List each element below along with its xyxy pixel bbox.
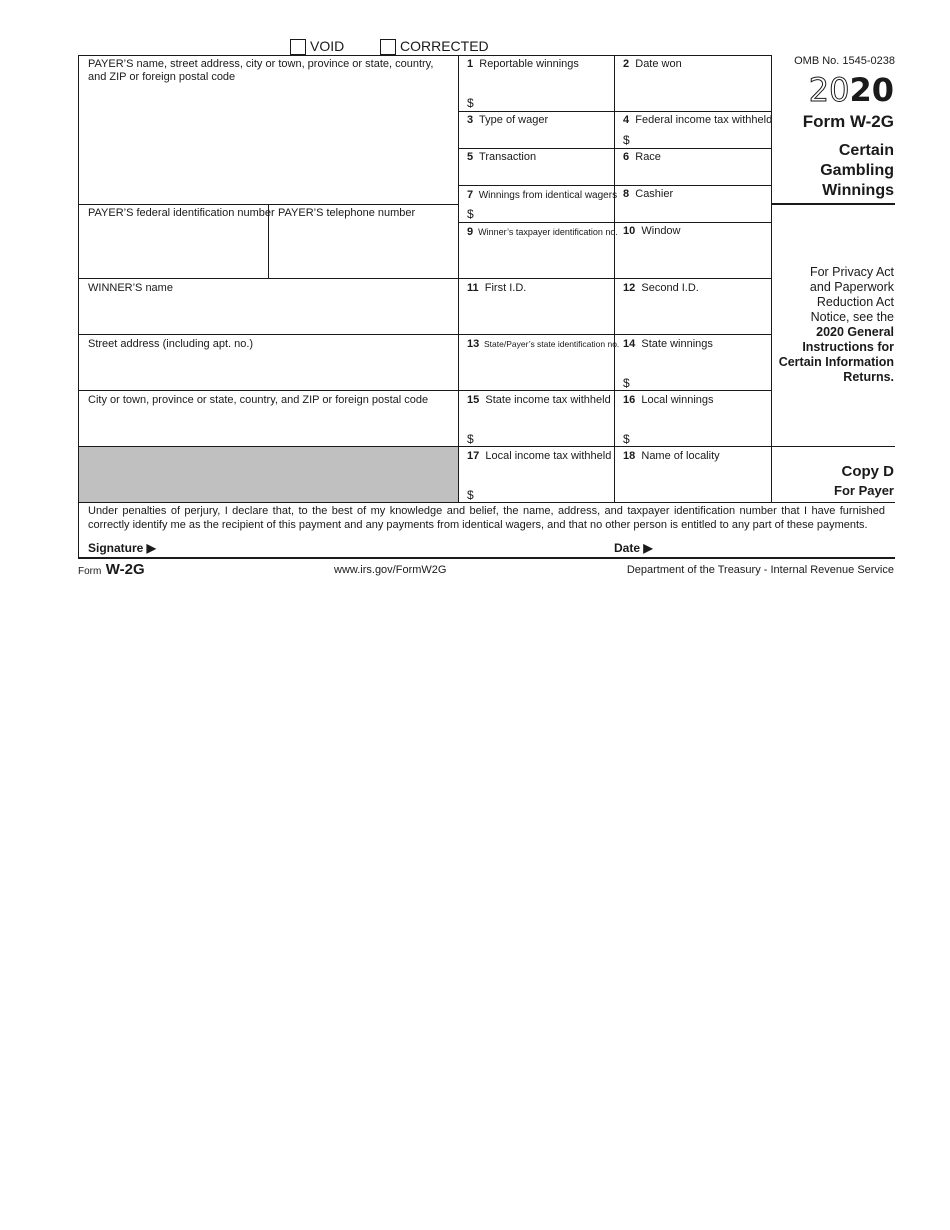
box-4-label: 4 Federal income tax withheld [623, 114, 773, 126]
copy-title: Copy D [841, 463, 894, 480]
rule-502 [78, 502, 895, 503]
box-1-dollar: $ [467, 96, 474, 110]
box-8-field[interactable] [616, 202, 768, 220]
box-6-label: 6 Race [623, 151, 661, 163]
winner-city-label: City or town, province or state, country, and ZIP or foreign postal code [88, 394, 429, 406]
form-title-3: Winnings [822, 182, 894, 199]
payer-name-label: PAYER’S name, street address, city or town, province or state, country, and ZIP or foreign postal code [88, 58, 434, 83]
box-12-label: 12 Second I.D. [623, 282, 699, 294]
date-field[interactable] [660, 538, 890, 556]
box-17-dollar: $ [467, 488, 474, 502]
payer-fed-id-label: PAYER’S federal identification number [88, 207, 275, 219]
void-checkbox[interactable] [290, 39, 306, 55]
box-5-field[interactable] [460, 165, 612, 183]
winner-name-field[interactable] [80, 297, 456, 332]
form-title-1: Certain [838, 142, 894, 159]
footer-form-prefix: Form [78, 566, 102, 577]
box-6-field[interactable] [616, 165, 768, 183]
box-1-field[interactable] [480, 80, 610, 109]
footer-dept: Department of the Treasury - Internal Revenue Service [626, 564, 894, 576]
rule-111 [458, 111, 771, 112]
rule-334 [78, 334, 771, 335]
winner-name-label: WINNER’S name [88, 282, 173, 294]
winner-street-field[interactable] [80, 353, 456, 388]
form-name: Form W-2G [802, 112, 894, 131]
box-4-field[interactable] [636, 129, 768, 146]
date-label: Date ▶ [614, 541, 653, 555]
box-16-label: 16 Local winnings [623, 394, 714, 406]
box-14-label: 14 State winnings [623, 338, 713, 350]
tax-year-prefix: 20 [808, 71, 850, 109]
box-16-dollar: $ [623, 432, 630, 446]
privacy-line-1: For Privacy Act [809, 265, 894, 279]
rule-148 [458, 148, 771, 149]
form-title-2: Gambling [820, 162, 894, 179]
box-2-label: 2 Date won [623, 58, 682, 70]
privacy-line-6: Instructions for [802, 340, 894, 354]
box-3-label: 3 Type of wager [467, 114, 549, 126]
box-18-field[interactable] [616, 465, 768, 500]
box-11-field[interactable] [460, 297, 612, 332]
box-14-field[interactable] [636, 356, 768, 388]
box-3-field[interactable] [460, 128, 612, 146]
perjury-statement: Under penalties of perjury, I declare that, to the best of my knowledge and belief, the name, address, and taxpayer identification number that I have furnished correctly identify me as the recipient of this payment and any payments from identical wagers, and that no other person is entitled to any part of these payments. [88, 505, 885, 531]
payer-phone-field[interactable] [270, 222, 456, 276]
shaded-area [79, 447, 458, 502]
privacy-line-3: Reduction Act [816, 295, 894, 309]
box-10-field[interactable] [616, 240, 768, 276]
footer-form-name: W-2G [105, 561, 145, 578]
box-15-label: 15 State income tax withheld [467, 394, 611, 406]
signature-field[interactable] [165, 538, 605, 556]
rule-185 [458, 185, 771, 186]
privacy-line-2: and Paperwork [809, 280, 894, 294]
privacy-line-4: Notice, see the [810, 310, 894, 324]
box-9-label: 9 Winner’s taxpayer identification no. [467, 226, 618, 238]
box-18-label: 18 Name of locality [623, 450, 720, 462]
form-top-rule [78, 55, 771, 56]
rule-204-right [771, 203, 895, 205]
tax-year-suffix: 20 [849, 71, 894, 109]
payer-phone-label: PAYER’S telephone number [278, 207, 416, 219]
void-label: VOID [310, 38, 345, 54]
winner-street-label: Street address (including apt. no.) [88, 338, 254, 350]
rule-278 [78, 278, 771, 279]
box-17-label: 17 Local income tax withheld [467, 450, 612, 462]
box-7-field[interactable] [480, 204, 610, 220]
copy-subtitle: For Payer [834, 483, 894, 498]
tax-year [775, 72, 894, 108]
corrected-label: CORRECTED [400, 38, 489, 54]
box-17-field[interactable] [480, 468, 610, 500]
footer-form [78, 561, 145, 579]
payer-fed-id-field[interactable] [80, 222, 266, 276]
omb-number: OMB No. 1545-0238 [794, 55, 895, 67]
privacy-line-7: Certain Information [778, 355, 894, 369]
footer-url: www.irs.gov/FormW2G [334, 564, 447, 576]
rule-222 [458, 222, 771, 223]
box-10-label: 10 Window [623, 225, 681, 237]
rule-204 [78, 204, 458, 205]
box-7-label: 7 Winnings from identical wagers [467, 189, 618, 201]
box-15-dollar: $ [467, 432, 474, 446]
box-1-label: 1 Reportable winnings [467, 58, 579, 70]
corrected-checkbox[interactable] [380, 39, 396, 55]
box-13-field[interactable] [460, 353, 612, 388]
box-13-label: 13 State/Payer’s state identification no. [467, 338, 620, 350]
box-4-dollar: $ [623, 133, 630, 147]
signature-label: Signature ▶ [88, 541, 156, 555]
box-14-dollar: $ [623, 376, 630, 390]
box-8-label: 8 Cashier [623, 188, 674, 200]
payer-name-field[interactable] [80, 86, 456, 202]
box-12-field[interactable] [616, 297, 768, 332]
privacy-notice [775, 265, 894, 385]
rule-390 [78, 390, 771, 391]
privacy-line-8: Returns. [843, 370, 894, 384]
box-16-field[interactable] [636, 412, 768, 444]
box-9-field[interactable] [460, 240, 612, 276]
box-15-field[interactable] [480, 412, 610, 444]
privacy-line-5: 2020 General [816, 325, 894, 339]
box-11-label: 11 First I.D. [467, 282, 527, 294]
box-7-dollar: $ [467, 207, 474, 221]
box-2-field[interactable] [616, 74, 768, 109]
box-5-label: 5 Transaction [467, 151, 537, 163]
winner-city-field[interactable] [80, 409, 456, 444]
rule-557 [78, 557, 895, 559]
